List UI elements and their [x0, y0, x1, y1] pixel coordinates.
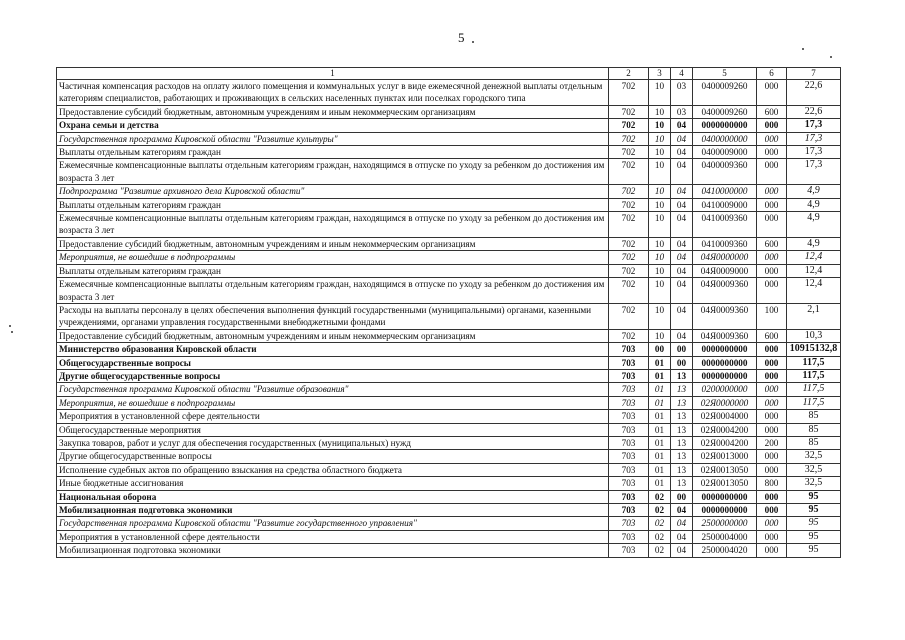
- subsection-code-cell: 13: [671, 410, 693, 423]
- expense-type-cell: 000: [757, 356, 787, 369]
- row-name-cell: Подпрограмма "Развитие архивного дела Кировской области": [57, 185, 609, 198]
- section-code-cell: 01: [649, 383, 671, 396]
- subsection-code-cell: 04: [671, 329, 693, 342]
- scan-speck: [472, 41, 474, 43]
- ministry-code-cell: 702: [609, 119, 649, 132]
- row-name-cell: Мобилизационная подготовка экономики: [57, 504, 609, 517]
- expense-type-cell: 100: [757, 303, 787, 329]
- amount-cell: 85: [787, 436, 841, 449]
- expense-type-cell: 600: [757, 329, 787, 342]
- table-row: [57, 119, 841, 132]
- scan-speck: [11, 331, 13, 333]
- subsection-code-cell: 04: [671, 146, 693, 159]
- table-row: [57, 423, 841, 436]
- table-row: [57, 146, 841, 159]
- section-code-cell: 01: [649, 396, 671, 409]
- expense-type-cell: 000: [757, 410, 787, 423]
- target-article-cell: 04Я0009000: [693, 264, 757, 277]
- target-article-cell: 0000000000: [693, 504, 757, 517]
- expense-type-cell: 000: [757, 504, 787, 517]
- row-name-cell: Мероприятия в установленной сфере деятельности: [57, 530, 609, 543]
- subsection-code-cell: 13: [671, 396, 693, 409]
- ministry-code-cell: 703: [609, 463, 649, 476]
- ministry-code-cell: 702: [609, 237, 649, 250]
- section-code-cell: 10: [649, 159, 671, 185]
- ministry-code-cell: 702: [609, 132, 649, 145]
- section-code-cell: 10: [649, 329, 671, 342]
- ministry-code-cell: 702: [609, 212, 649, 238]
- table-row: [57, 517, 841, 530]
- ministry-code-cell: 702: [609, 146, 649, 159]
- row-name-cell: Исполнение судебных актов по обращению взыскания на средства областного бюджета: [57, 463, 609, 476]
- target-article-cell: 0400000000: [693, 132, 757, 145]
- table-row: [57, 303, 841, 329]
- ministry-code-cell: 702: [609, 303, 649, 329]
- budget-table: [56, 67, 841, 558]
- expense-type-cell: 000: [757, 450, 787, 463]
- subsection-code-cell: 13: [671, 477, 693, 490]
- section-code-cell: 10: [649, 132, 671, 145]
- header-cell: 7: [787, 68, 841, 80]
- expense-type-cell: 000: [757, 212, 787, 238]
- table-row: [57, 544, 841, 557]
- row-name-cell: Выплаты отдельным категориям граждан: [57, 264, 609, 277]
- header-cell: 5: [693, 68, 757, 80]
- table-row: [57, 410, 841, 423]
- table-row: [57, 436, 841, 449]
- subsection-code-cell: 04: [671, 504, 693, 517]
- expense-type-cell: 000: [757, 383, 787, 396]
- section-code-cell: 10: [649, 146, 671, 159]
- amount-cell: 4,9: [787, 198, 841, 211]
- row-name-cell: Мобилизационная подготовка экономики: [57, 544, 609, 557]
- expense-type-cell: 000: [757, 264, 787, 277]
- table-row: [57, 159, 841, 185]
- ministry-code-cell: 702: [609, 278, 649, 304]
- subsection-code-cell: 04: [671, 517, 693, 530]
- table-row: [57, 105, 841, 118]
- section-code-cell: 02: [649, 544, 671, 557]
- target-article-cell: 02Я0004000: [693, 410, 757, 423]
- subsection-code-cell: 13: [671, 450, 693, 463]
- target-article-cell: 0400009000: [693, 146, 757, 159]
- amount-cell: 12,4: [787, 278, 841, 304]
- section-code-cell: 01: [649, 436, 671, 449]
- target-article-cell: 02Я0000000: [693, 396, 757, 409]
- amount-cell: 17,3: [787, 146, 841, 159]
- amount-cell: 32,5: [787, 463, 841, 476]
- ministry-code-cell: 703: [609, 383, 649, 396]
- expense-type-cell: 000: [757, 198, 787, 211]
- row-name-cell: Выплаты отдельным категориям граждан: [57, 146, 609, 159]
- target-article-cell: 0000000000: [693, 356, 757, 369]
- subsection-code-cell: 00: [671, 356, 693, 369]
- subsection-code-cell: 04: [671, 159, 693, 185]
- subsection-code-cell: 04: [671, 303, 693, 329]
- subsection-code-cell: 00: [671, 490, 693, 503]
- ministry-code-cell: 702: [609, 251, 649, 264]
- row-name-cell: Предоставление субсидий бюджетным, автономным учреждениям и иным некоммерческим организациям: [57, 329, 609, 342]
- table-row: [57, 251, 841, 264]
- section-code-cell: 10: [649, 212, 671, 238]
- header-cell: 3: [649, 68, 671, 80]
- ministry-code-cell: 703: [609, 369, 649, 382]
- subsection-code-cell: 04: [671, 278, 693, 304]
- section-code-cell: 10: [649, 264, 671, 277]
- expense-type-cell: 600: [757, 105, 787, 118]
- section-code-cell: 10: [649, 237, 671, 250]
- section-code-cell: 10: [649, 119, 671, 132]
- row-name-cell: Общегосударственные мероприятия: [57, 423, 609, 436]
- section-code-cell: 01: [649, 477, 671, 490]
- row-name-cell: Общегосударственные вопросы: [57, 356, 609, 369]
- subsection-code-cell: 13: [671, 369, 693, 382]
- target-article-cell: 04Я0009360: [693, 303, 757, 329]
- section-code-cell: 01: [649, 369, 671, 382]
- expense-type-cell: 000: [757, 343, 787, 356]
- ministry-code-cell: 703: [609, 504, 649, 517]
- expense-type-cell: 000: [757, 463, 787, 476]
- scan-speck: [9, 325, 11, 327]
- ministry-code-cell: 702: [609, 185, 649, 198]
- row-name-cell: Другие общегосударственные вопросы: [57, 369, 609, 382]
- ministry-code-cell: 703: [609, 436, 649, 449]
- section-code-cell: 10: [649, 278, 671, 304]
- expense-type-cell: 000: [757, 251, 787, 264]
- header-cell: 2: [609, 68, 649, 80]
- target-article-cell: 02Я0004200: [693, 423, 757, 436]
- target-article-cell: 2500000000: [693, 517, 757, 530]
- subsection-code-cell: 00: [671, 343, 693, 356]
- amount-cell: 22,6: [787, 105, 841, 118]
- target-article-cell: 0400009260: [693, 105, 757, 118]
- section-code-cell: 02: [649, 517, 671, 530]
- table-row: [57, 504, 841, 517]
- expense-type-cell: 000: [757, 159, 787, 185]
- table-row: [57, 463, 841, 476]
- header-cell: 6: [757, 68, 787, 80]
- subsection-code-cell: 03: [671, 80, 693, 106]
- table-row: [57, 477, 841, 490]
- section-code-cell: 00: [649, 343, 671, 356]
- target-article-cell: 0000000000: [693, 343, 757, 356]
- header-row: [57, 68, 841, 80]
- table-row: [57, 343, 841, 356]
- target-article-cell: 2500004020: [693, 544, 757, 557]
- ministry-code-cell: 702: [609, 105, 649, 118]
- target-article-cell: 0200000000: [693, 383, 757, 396]
- table-body: [57, 80, 841, 558]
- page-number: 5: [458, 30, 465, 45]
- table-row: [57, 369, 841, 382]
- subsection-code-cell: 04: [671, 212, 693, 238]
- row-name-cell: Ежемесячные компенсационные выплаты отдельным категориям граждан, находящимся в отпуске по уходу за ребенком до достижения им возраста 3 лет: [57, 159, 609, 185]
- amount-cell: 117,5: [787, 369, 841, 382]
- section-code-cell: 02: [649, 530, 671, 543]
- section-code-cell: 01: [649, 423, 671, 436]
- subsection-code-cell: 03: [671, 105, 693, 118]
- expense-type-cell: 000: [757, 490, 787, 503]
- target-article-cell: 04Я0000000: [693, 251, 757, 264]
- expense-type-cell: 000: [757, 396, 787, 409]
- table-row: [57, 237, 841, 250]
- row-name-cell: Предоставление субсидий бюджетным, автономным учреждениям и иным некоммерческим организациям: [57, 237, 609, 250]
- scan-speck: [802, 48, 804, 50]
- expense-type-cell: 000: [757, 278, 787, 304]
- ministry-code-cell: 703: [609, 450, 649, 463]
- row-name-cell: Национальная оборона: [57, 490, 609, 503]
- table-row: [57, 278, 841, 304]
- target-article-cell: 0410009360: [693, 237, 757, 250]
- table-row: [57, 80, 841, 106]
- table-row: [57, 264, 841, 277]
- expense-type-cell: 600: [757, 237, 787, 250]
- row-name-cell: Ежемесячные компенсационные выплаты отдельным категориям граждан, находящимся в отпуске по уходу за ребенком до достижения им возраста 3 лет: [57, 278, 609, 304]
- section-code-cell: 01: [649, 450, 671, 463]
- table-row: [57, 383, 841, 396]
- table-row: [57, 396, 841, 409]
- ministry-code-cell: 703: [609, 477, 649, 490]
- header-cell: 1: [57, 68, 609, 80]
- ministry-code-cell: 703: [609, 396, 649, 409]
- expense-type-cell: 000: [757, 517, 787, 530]
- subsection-code-cell: 04: [671, 119, 693, 132]
- table-row: [57, 490, 841, 503]
- ministry-code-cell: 703: [609, 544, 649, 557]
- amount-cell: 17,3: [787, 159, 841, 185]
- amount-cell: 95: [787, 544, 841, 557]
- amount-cell: 95: [787, 530, 841, 543]
- amount-cell: 2,1: [787, 303, 841, 329]
- target-article-cell: 2500004000: [693, 530, 757, 543]
- ministry-code-cell: 702: [609, 159, 649, 185]
- table-row: [57, 329, 841, 342]
- row-name-cell: Государственная программа Кировской области "Развитие образования": [57, 383, 609, 396]
- expense-type-cell: 000: [757, 185, 787, 198]
- expense-type-cell: 000: [757, 530, 787, 543]
- expense-type-cell: 200: [757, 436, 787, 449]
- target-article-cell: 02Я0004200: [693, 436, 757, 449]
- amount-cell: 12,4: [787, 264, 841, 277]
- target-article-cell: 0000000000: [693, 119, 757, 132]
- section-code-cell: 01: [649, 410, 671, 423]
- subsection-code-cell: 04: [671, 530, 693, 543]
- row-name-cell: Министерство образования Кировской области: [57, 343, 609, 356]
- amount-cell: 95: [787, 504, 841, 517]
- ministry-code-cell: 703: [609, 343, 649, 356]
- amount-cell: 95: [787, 490, 841, 503]
- subsection-code-cell: 04: [671, 237, 693, 250]
- section-code-cell: 10: [649, 105, 671, 118]
- table-row: [57, 132, 841, 145]
- ministry-code-cell: 702: [609, 198, 649, 211]
- target-article-cell: 0000000000: [693, 369, 757, 382]
- amount-cell: 4,9: [787, 185, 841, 198]
- table-row: [57, 212, 841, 238]
- amount-cell: 4,9: [787, 212, 841, 238]
- row-name-cell: Мероприятия в установленной сфере деятельности: [57, 410, 609, 423]
- section-code-cell: 02: [649, 490, 671, 503]
- ministry-code-cell: 703: [609, 423, 649, 436]
- ministry-code-cell: 702: [609, 80, 649, 106]
- scan-speck: [830, 56, 832, 58]
- amount-cell: 117,5: [787, 383, 841, 396]
- target-article-cell: 04Я0009360: [693, 329, 757, 342]
- ministry-code-cell: 703: [609, 490, 649, 503]
- amount-cell: 4,9: [787, 237, 841, 250]
- table-row: [57, 530, 841, 543]
- amount-cell: 22,6: [787, 80, 841, 106]
- table-row: [57, 356, 841, 369]
- table-row: [57, 185, 841, 198]
- target-article-cell: 0410000000: [693, 185, 757, 198]
- row-name-cell: Государственная программа Кировской области "Развитие государственного управления": [57, 517, 609, 530]
- header-cell: 4: [671, 68, 693, 80]
- expense-type-cell: 000: [757, 544, 787, 557]
- ministry-code-cell: 703: [609, 530, 649, 543]
- row-name-cell: Выплаты отдельным категориям граждан: [57, 198, 609, 211]
- row-name-cell: Закупка товаров, работ и услуг для обеспечения государственных (муниципальных) нужд: [57, 436, 609, 449]
- amount-cell: 10,3: [787, 329, 841, 342]
- section-code-cell: 10: [649, 80, 671, 106]
- expense-type-cell: 800: [757, 477, 787, 490]
- amount-cell: 85: [787, 423, 841, 436]
- amount-cell: 17,3: [787, 132, 841, 145]
- amount-cell: 85: [787, 410, 841, 423]
- row-name-cell: Другие общегосударственные вопросы: [57, 450, 609, 463]
- subsection-code-cell: 13: [671, 383, 693, 396]
- subsection-code-cell: 04: [671, 132, 693, 145]
- row-name-cell: Предоставление субсидий бюджетным, автономным учреждениям и иным некоммерческим организациям: [57, 105, 609, 118]
- subsection-code-cell: 04: [671, 264, 693, 277]
- row-name-cell: Частичная компенсация расходов на оплату жилого помещения и коммунальных услуг в виде ежемесячной денежной выплаты отдельным категориям специалистов, работающих и проживающих в сельских населенных пунктах или поселках городского типа: [57, 80, 609, 106]
- target-article-cell: 0400009260: [693, 80, 757, 106]
- section-code-cell: 02: [649, 504, 671, 517]
- table-row: [57, 450, 841, 463]
- ministry-code-cell: 703: [609, 356, 649, 369]
- section-code-cell: 10: [649, 198, 671, 211]
- subsection-code-cell: 04: [671, 185, 693, 198]
- section-code-cell: 01: [649, 356, 671, 369]
- target-article-cell: 04Я0009360: [693, 278, 757, 304]
- amount-cell: 117,5: [787, 396, 841, 409]
- ministry-code-cell: 703: [609, 410, 649, 423]
- amount-cell: 32,5: [787, 450, 841, 463]
- subsection-code-cell: 04: [671, 251, 693, 264]
- expense-type-cell: 000: [757, 132, 787, 145]
- row-name-cell: Расходы на выплаты персоналу в целях обеспечения выполнения функций государственными (муниципальными) органами, казенными учреждениями, органами управления государственными внебюджетными фондами: [57, 303, 609, 329]
- amount-cell: 32,5: [787, 477, 841, 490]
- target-article-cell: 0000000000: [693, 490, 757, 503]
- amount-cell: 10915132,8: [787, 343, 841, 356]
- ministry-code-cell: 703: [609, 517, 649, 530]
- target-article-cell: 02Я0013050: [693, 463, 757, 476]
- target-article-cell: 02Я0013000: [693, 450, 757, 463]
- amount-cell: 17,3: [787, 119, 841, 132]
- row-name-cell: Ежемесячные компенсационные выплаты отдельным категориям граждан, находящимся в отпуске по уходу за ребенком до достижения им возраста 3 лет: [57, 212, 609, 238]
- ministry-code-cell: 702: [609, 329, 649, 342]
- ministry-code-cell: 702: [609, 264, 649, 277]
- target-article-cell: 0400009360: [693, 159, 757, 185]
- subsection-code-cell: 13: [671, 436, 693, 449]
- section-code-cell: 10: [649, 185, 671, 198]
- row-name-cell: Иные бюджетные ассигнования: [57, 477, 609, 490]
- target-article-cell: 02Я0013050: [693, 477, 757, 490]
- expense-type-cell: 000: [757, 146, 787, 159]
- target-article-cell: 0410009000: [693, 198, 757, 211]
- table-row: [57, 198, 841, 211]
- section-code-cell: 01: [649, 463, 671, 476]
- section-code-cell: 10: [649, 251, 671, 264]
- amount-cell: 95: [787, 517, 841, 530]
- row-name-cell: Мероприятия, не вошедшие в подпрограммы: [57, 251, 609, 264]
- subsection-code-cell: 04: [671, 544, 693, 557]
- expense-type-cell: 000: [757, 369, 787, 382]
- subsection-code-cell: 13: [671, 423, 693, 436]
- amount-cell: 12,4: [787, 251, 841, 264]
- expense-type-cell: 000: [757, 423, 787, 436]
- row-name-cell: Государственная программа Кировской области "Развитие культуры": [57, 132, 609, 145]
- amount-cell: 117,5: [787, 356, 841, 369]
- expense-type-cell: 000: [757, 119, 787, 132]
- subsection-code-cell: 13: [671, 463, 693, 476]
- row-name-cell: Мероприятия, не вошедшие в подпрограммы: [57, 396, 609, 409]
- subsection-code-cell: 04: [671, 198, 693, 211]
- section-code-cell: 10: [649, 303, 671, 329]
- target-article-cell: 0410009360: [693, 212, 757, 238]
- row-name-cell: Охрана семьи и детства: [57, 119, 609, 132]
- expense-type-cell: 000: [757, 80, 787, 106]
